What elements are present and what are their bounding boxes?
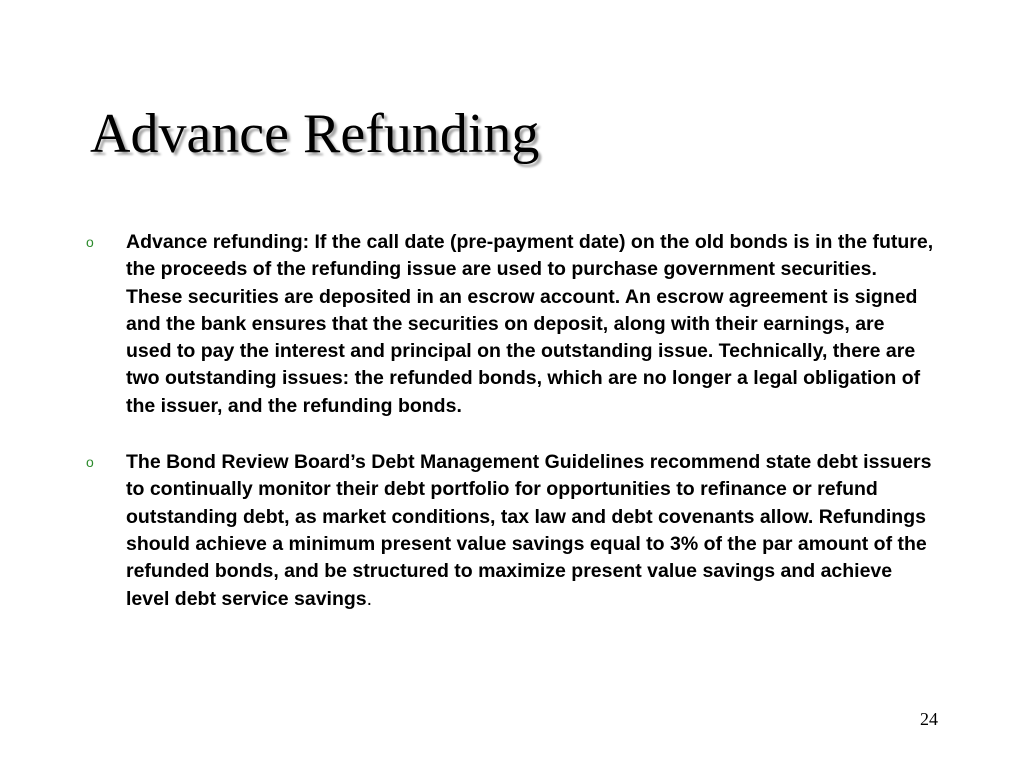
bullet-marker-icon: o bbox=[86, 234, 94, 250]
slide-title: Advance Refunding bbox=[90, 103, 540, 165]
bullet-text: Advance refunding: If the call date (pre-payment date) on the old bonds is in the future, the proceeds of the refunding issue are used to purchase government securities. These securities are deposited in an escrow account. An escrow agreement is signed and the bank ensures that the securities on deposit, along with their earnings, are used to pay the interest and principal on the outstanding issue. Technically, there are two outstanding issues: the refunded bonds, which are no longer a legal obligation of the issuer, and the refunding bonds. bbox=[126, 231, 934, 417]
bullet-trail: . bbox=[366, 587, 373, 610]
bullet-item-advance-refunding bbox=[84, 229, 934, 420]
page-number: 24 bbox=[920, 709, 938, 729]
bullet-item-bond-review-board bbox=[84, 449, 934, 613]
bullet-marker-icon: o bbox=[86, 454, 94, 471]
bullet-text: The Bond Review Board’s Debt Management Guidelines recommend state debt issuers to continually monitor their debt portfolio for opportunities to refinance or refund outstanding debt, as market conditions, tax law and debt covenants allow. Refundings should achieve a minimum present value savings equal to 3% of the par amount of the refunded bonds, and be structured to maximize present value savings and achieve level debt service savings bbox=[126, 451, 932, 610]
bullet-list bbox=[84, 229, 934, 642]
